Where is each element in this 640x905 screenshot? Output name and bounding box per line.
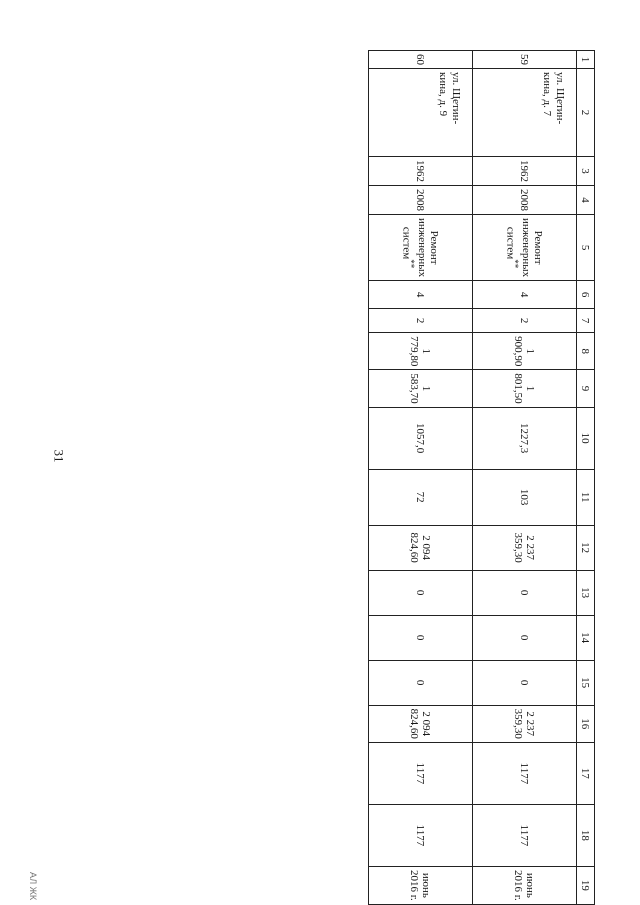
specific-cost-cell: 1177 [369, 742, 473, 804]
area-total-cell: 1 779,80 [369, 333, 473, 370]
owners-funds-cell: 2 237 359,30 [473, 705, 577, 742]
budget-local-cell: 0 [473, 660, 577, 705]
table-row [473, 51, 577, 905]
year-built-cell: 1962 [473, 157, 577, 186]
asterisk-mark: ** [510, 259, 521, 269]
area-3-cell: 1227,3 [473, 407, 577, 469]
column-number: 11 [577, 469, 595, 525]
budget-local-cell: 0 [369, 660, 473, 705]
row-number: 60 [369, 51, 473, 69]
column-number: 7 [577, 309, 595, 333]
column-number: 4 [577, 186, 595, 215]
owners-funds-cell: 2 094 824,60 [369, 705, 473, 742]
column-number: 17 [577, 742, 595, 804]
column-number: 5 [577, 215, 595, 281]
work-type-text: Ремонт инженерных систем [504, 218, 545, 278]
address-cell: ул. Щетин- кина, д. 9 [369, 69, 473, 157]
asterisk-mark: ** [406, 259, 417, 269]
work-type-text: Ремонт инженерных систем [400, 218, 441, 278]
column-number: 6 [577, 281, 595, 309]
column-number: 3 [577, 157, 595, 186]
budget-subject-cell: 0 [369, 615, 473, 660]
deadline-cell: июнь 2016 г. [369, 866, 473, 904]
max-cost-cell: 1177 [473, 804, 577, 866]
specific-cost-cell: 1177 [473, 742, 577, 804]
area-total-cell: 1 900,90 [473, 333, 577, 370]
column-number: 18 [577, 804, 595, 866]
address-cell: ул. Щетин- кина, д. 7 [473, 69, 577, 157]
column-number: 12 [577, 525, 595, 570]
column-number: 14 [577, 615, 595, 660]
residents-cell: 72 [369, 469, 473, 525]
column-number-row [577, 51, 595, 905]
residents-cell: 103 [473, 469, 577, 525]
floors-cell: 4 [473, 281, 577, 309]
budget-subject-cell: 0 [473, 615, 577, 660]
fund-cell: 0 [473, 570, 577, 615]
year-built-cell: 1962 [369, 157, 473, 186]
entrances-cell: 2 [473, 309, 577, 333]
column-number: 1 [577, 51, 595, 69]
page-number: 31 [51, 449, 67, 463]
column-number: 16 [577, 705, 595, 742]
area-living-cell: 1 801,50 [473, 370, 577, 407]
row-number: 59 [473, 51, 577, 69]
deadline-cell: июнь 2016 г. [473, 866, 577, 904]
fund-cell: 0 [369, 570, 473, 615]
entrances-cell: 2 [369, 309, 473, 333]
max-cost-cell: 1177 [369, 804, 473, 866]
corner-mark: АЛ ЖК [28, 872, 38, 901]
column-number: 13 [577, 570, 595, 615]
floors-cell: 4 [369, 281, 473, 309]
table-row [369, 51, 473, 905]
column-number: 10 [577, 407, 595, 469]
repair-program-table [368, 50, 595, 905]
column-number: 19 [577, 866, 595, 904]
total-cost-cell: 2 094 824,60 [369, 525, 473, 570]
work-type-cell [369, 215, 473, 281]
column-number: 2 [577, 69, 595, 157]
column-number: 9 [577, 370, 595, 407]
column-number: 8 [577, 333, 595, 370]
year-renovated-cell: 2008 [473, 186, 577, 215]
work-type-cell [473, 215, 577, 281]
year-renovated-cell: 2008 [369, 186, 473, 215]
area-living-cell: 1 583,70 [369, 370, 473, 407]
column-number: 15 [577, 660, 595, 705]
total-cost-cell: 2 237 359,30 [473, 525, 577, 570]
area-3-cell: 1057,0 [369, 407, 473, 469]
